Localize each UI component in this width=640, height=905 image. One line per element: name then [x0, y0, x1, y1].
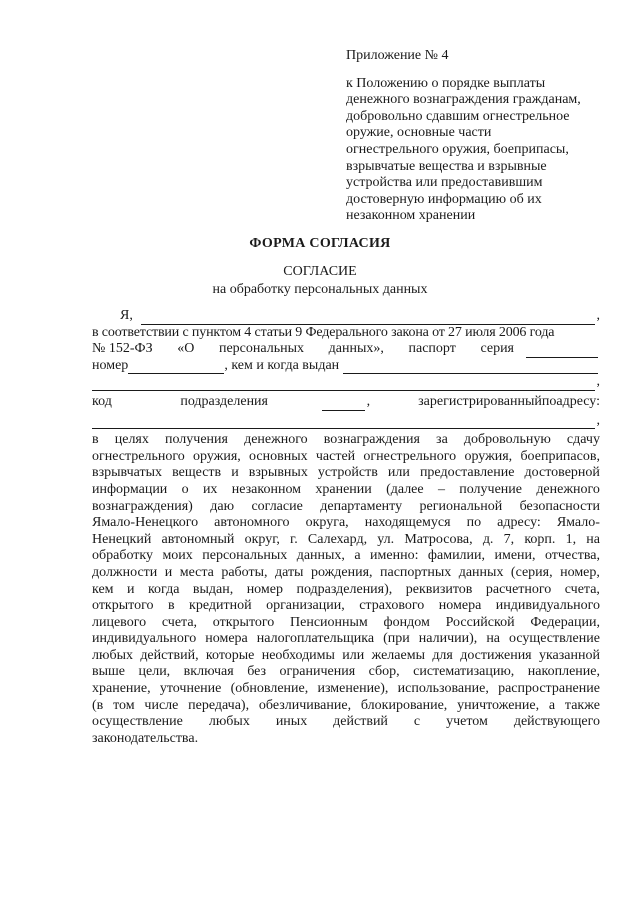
word: зарегистрированный — [418, 393, 542, 409]
word: паспорт — [408, 341, 456, 357]
word: действий — [333, 714, 388, 730]
name-row — [92, 308, 600, 325]
appendix-description — [346, 76, 608, 225]
word: любых — [208, 714, 250, 730]
comma: , — [366, 393, 371, 409]
consent-title: СОГЛАСИЕ — [283, 264, 357, 279]
appendix-line: огнестрельного оружия, боеприпасы, — [346, 141, 569, 157]
consent-paragraph — [92, 432, 600, 714]
word: серия — [480, 341, 514, 357]
issued-by-field-continued[interactable] — [92, 378, 595, 391]
law-reference: в соответствии с пунктом 4 статьи 9 Федерального закона от 27 июля 2006 года — [92, 324, 555, 340]
registered-address-words — [418, 394, 600, 411]
word: иных — [275, 714, 308, 730]
paragraph-line: Ямало-Ненецкого автономного округа, находящемуся по адресу: Ямало- — [92, 515, 600, 531]
comma: , — [596, 412, 600, 428]
comma: , — [596, 308, 600, 323]
form-title: ФОРМА СОГЛАСИЯ — [249, 236, 391, 251]
passport-number-field[interactable] — [128, 361, 224, 374]
full-name-field[interactable] — [141, 312, 595, 325]
consent-body — [92, 308, 600, 747]
appendix-line: к Положению о порядке выплаты — [346, 75, 546, 91]
paragraph-line: кем и когда выдан, номер подразделения), реквизитов расчетного счета, — [92, 581, 600, 597]
passport-series-field[interactable] — [526, 345, 598, 358]
appendix-line: незаконном хранении — [346, 208, 476, 224]
paragraph-line: любых действий, которые необходимы или желаемы для достижения указанной — [92, 647, 600, 663]
word: № 152-ФЗ — [92, 341, 153, 357]
issued-label: , кем и когда выдан — [224, 357, 340, 373]
paragraph-line: индивидуального номера налогоплательщика (при наличии), на осуществление — [92, 631, 600, 647]
comma: , — [596, 374, 600, 390]
word: данных», — [328, 341, 384, 357]
paragraph-line: выше цели, включая без ограничения сбор, систематизацию, накопление, — [92, 664, 600, 680]
appendix-number: Приложение № 4 — [346, 48, 449, 63]
word: адресу: — [556, 393, 600, 409]
appendix-line: взрывчатые вещества и взрывные — [346, 158, 547, 174]
paragraph-line: огнестрельного оружия, основных частей огнестрельного оружия, боеприпасов, — [92, 448, 600, 464]
appendix-line: добровольно сдавшим огнестрельное — [346, 108, 570, 124]
address-field[interactable] — [92, 416, 595, 429]
paragraph-line: Ненецкий автономный округ, г. Салехард, ул. Матросова, д. 7, корп. 1, на — [92, 531, 600, 547]
division-code-field[interactable] — [322, 398, 365, 411]
word: «О — [177, 341, 195, 357]
passport-number-row — [92, 358, 600, 375]
paragraph-line: обработку моих персональных данных, а именно: фамилии, имени, отчества, — [92, 548, 600, 564]
paragraph-line: в целях получения денежного вознаграждения за добровольную сдачу — [92, 432, 600, 448]
passport-series-row — [92, 341, 600, 358]
paragraph-line: хранение, уточнение (обновление, изменение), использование, распространение — [92, 681, 600, 697]
appendix-line: денежного вознаграждения гражданам, — [346, 92, 581, 108]
word: персональных — [218, 341, 304, 357]
appendix-line: оружие, основные части — [346, 125, 492, 141]
appendix-header — [346, 48, 608, 225]
word: осуществление — [92, 714, 183, 730]
appendix-line: устройства или предоставившим — [346, 175, 543, 191]
word: учетом — [446, 714, 488, 730]
paragraph-line: вознаграждения) даю согласие департаменту региональной безопасности — [92, 498, 600, 514]
paragraph-line: должности и места работы, даты рождения, паспортных данных (серия, номер, — [92, 564, 600, 580]
paragraph-last-justified-line — [92, 714, 600, 731]
word: по — [541, 393, 557, 409]
word: подразделения — [180, 393, 268, 409]
consent-subtitle: на обработку персональных данных — [212, 282, 428, 297]
address-row — [92, 413, 600, 430]
word: код — [92, 393, 112, 409]
issued-by-field[interactable] — [343, 361, 598, 374]
i-label: Я, — [120, 308, 133, 323]
paragraph-final-line: законодательства. — [92, 730, 199, 746]
paragraph-line: взрывчатых веществ и взрывных устройств или предоставление достоверной — [92, 465, 600, 481]
appendix-line: достоверную информацию об их — [346, 191, 542, 207]
division-code-words — [92, 394, 268, 411]
issued-continued-row — [92, 374, 600, 391]
paragraph-line: открытого в кредитной организации, страхового номера индивидуального — [92, 598, 600, 614]
passport-series-words — [92, 341, 514, 358]
number-label: номер — [92, 357, 129, 373]
division-code-row — [92, 394, 600, 411]
law-row — [92, 325, 600, 342]
word: с — [413, 714, 421, 730]
paragraph-line: информации о их незаконном хранении (далее – получение денежного — [92, 481, 600, 497]
paragraph-line: лицевого счета, открытого Пенсионным фондом Российской Федерации, — [92, 614, 600, 630]
paragraph-line: (в том числе передача), обезличивание, блокирование, уничтожение, а также — [92, 697, 600, 713]
word: действующего — [513, 714, 600, 730]
